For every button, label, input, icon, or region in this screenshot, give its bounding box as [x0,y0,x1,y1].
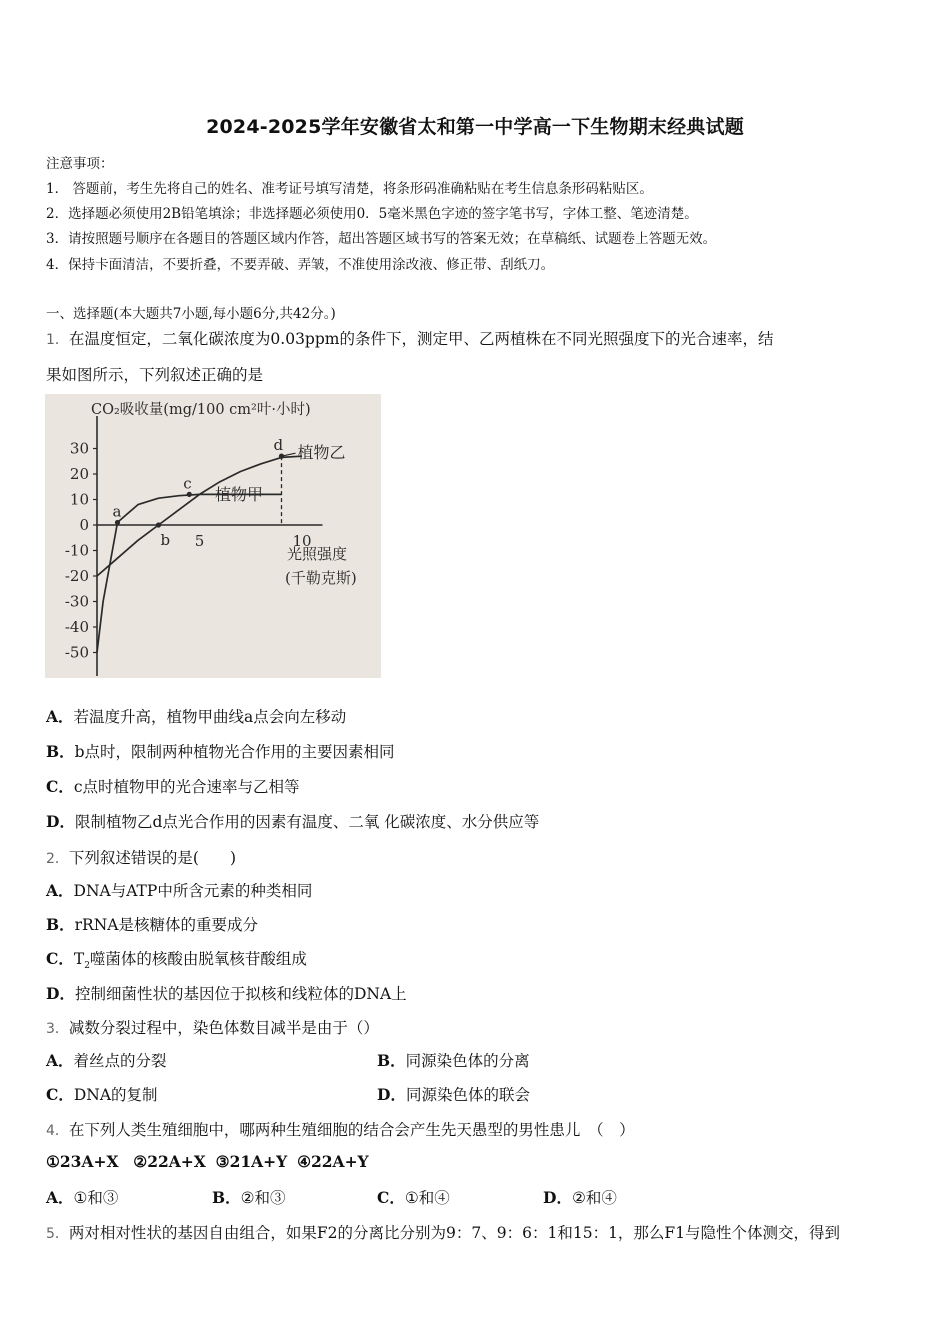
option-text: 限制植物乙d点光合作用的因素有温度、二氧 化碳浓度、水分供应等 [74,813,540,831]
question-text: 减数分裂过程中，染色体数目减半是由于（） [68,1019,379,1037]
option-label: D． [377,1085,406,1104]
y-tick-label: -40 [64,618,89,636]
option-text: rRNA是核糖体的重要成分 [74,916,258,934]
y-axis-title: CO₂吸收量(mg/100 cm²叶·小时) [91,402,311,418]
option-text: 噬菌体的核酸由脱氧核苷酸组成 [89,950,307,968]
q3-option-a[interactable] [46,1049,167,1071]
co2-absorption-chart [45,394,381,678]
option-label: D． [46,984,75,1003]
y-tick-label: -50 [64,643,89,662]
option-label: A． [46,1188,74,1207]
q2-option-c[interactable] [46,947,307,971]
option-text: ①和④ [404,1189,450,1207]
option-text: ②和④ [571,1189,617,1207]
page-title: 2024-2025学年安徽省太和第一中学高一下生物期末经典试题 [206,116,744,138]
y-tick-label: -20 [64,567,89,585]
option-label: C． [46,777,74,796]
option-label: A． [46,881,74,900]
subscript: 2 [84,961,90,972]
chart-svg [45,394,381,678]
question-5 [46,1221,840,1243]
gamete-item: ④22A+Y [297,1152,369,1171]
series-line-plant-yi [97,456,302,576]
q3-option-d[interactable] [377,1083,530,1105]
notice-item: 3．请按照题号顺序在各题目的答题区域内作答，超出答题区域书写的答案无效；在草稿纸、试题卷上答题无效。 [46,231,717,247]
series-line-plant-jia [97,494,282,652]
option-text: 若温度升高，植物甲曲线a点会向左移动 [73,708,347,726]
series-label-plant-jia: 植物甲 [215,485,264,504]
q4-option-c[interactable] [377,1186,450,1208]
option-text: DNA的复制 [73,1086,158,1104]
question-number: 1． [46,332,69,348]
y-tick-label: 0 [79,516,89,534]
question-4 [46,1118,635,1140]
q4-option-a[interactable] [46,1186,118,1208]
x-tick-label: 10 [292,532,312,550]
question-number: 5． [46,1226,69,1242]
y-tick-label: 30 [69,439,89,458]
q1-option-d[interactable] [46,810,539,832]
question-text: 两对相对性状的基因自由组合，如果F2的分离比分别为9：7、9：6：1和15：1，那么F1与隐性个体测交，得到 [68,1224,841,1242]
option-text: ②和③ [240,1189,286,1207]
gamete-item: ②22A+X [133,1152,206,1171]
x-tick-label: 5 [194,532,205,550]
y-tick-label: -10 [64,541,89,560]
option-label: C． [46,1085,74,1104]
y-tick-label: 20 [69,465,89,483]
q1-option-c[interactable] [46,775,300,797]
q3-option-c[interactable] [46,1083,158,1105]
q2-option-b[interactable] [46,913,258,935]
x-axis-title: 光照强度 [287,545,348,563]
q3-option-b[interactable] [377,1049,530,1071]
option-label: B． [212,1188,241,1207]
option-text: DNA与ATP中所含元素的种类相同 [73,882,313,900]
point-label-b: b [160,531,171,549]
gamete-item: ③21A+Y [215,1152,288,1171]
option-text: b点时，限制两种植物光合作用的主要因素相同 [74,743,395,761]
option-text: 控制细菌性状的基因位于拟核和线粒体的DNA上 [74,985,407,1003]
question-text: 在下列人类生殖细胞中，哪两种生殖细胞的结合会产生先天愚型的男性患儿 （ ） [68,1121,635,1139]
question-text: 在温度恒定，二氧化碳浓度为0.03ppm的条件下，测定甲、乙两植株在不同光照强度下的光合速率，结 [68,330,774,348]
option-text: c点时植物甲的光合速率与乙相等 [73,778,300,796]
option-label: B． [46,915,75,934]
question-number: 4． [46,1123,69,1139]
question-1-cont: 果如图所示，下列叙述正确的是 [46,366,264,384]
option-label: B． [377,1051,406,1070]
notice-item: 4．保持卡面清洁，不要折叠，不要弄破、弄皱，不准使用涂改液、修正带、刮纸刀。 [46,257,555,273]
option-text: ①和③ [73,1189,119,1207]
question-1 [46,327,773,349]
section-heading: 一、选择题(本大题共7小题,每小题6分,共42分。) [46,306,336,322]
question-3 [46,1016,379,1038]
q1-option-a[interactable] [46,705,346,727]
q2-option-d[interactable] [46,982,407,1004]
option-label: B． [46,742,75,761]
q4-items [46,1152,369,1171]
option-label: A． [46,707,74,726]
question-text: 下列叙述错误的是( ) [68,849,237,867]
q1-option-b[interactable] [46,740,395,762]
option-label: A． [46,1051,74,1070]
question-number: 3． [46,1021,69,1037]
option-text: 着丝点的分裂 [73,1052,167,1070]
option-text: T [73,950,85,968]
y-tick-label: -30 [64,592,89,611]
question-number: 2． [46,851,69,867]
q4-option-b[interactable] [212,1186,286,1208]
option-text: 同源染色体的联会 [405,1086,530,1104]
notice-heading: 注意事项： [46,156,114,172]
option-text: 同源染色体的分离 [405,1052,530,1070]
y-tick-label: 10 [69,490,89,509]
option-label: D． [543,1188,572,1207]
point-label-c: c [183,474,192,493]
series-label-plant-yi: 植物乙 [297,443,346,463]
point-label-d: d [273,436,284,455]
point-a [115,520,120,525]
gamete-item: ①23A+X [46,1152,119,1171]
point-label-a: a [112,502,122,521]
x-axis-unit: (千勒克斯) [285,569,357,587]
q4-option-d[interactable] [543,1186,617,1208]
q2-option-a[interactable] [46,879,312,901]
notice-item: 2．选择题必须使用2B铅笔填涂；非选择题必须使用0．5毫米黑色字迹的签字笔书写，字体工整、笔迹清楚。 [46,206,698,222]
notice-item: 1． 答题前，考生先将自己的姓名、准考证号填写清楚，将条形码准确粘贴在考生信息条形码粘贴区。 [46,181,653,197]
option-label: C． [46,949,74,968]
question-2 [46,846,236,868]
point-b [156,522,161,527]
option-label: D． [46,812,75,831]
option-label: C． [377,1188,405,1207]
point-c [187,492,192,497]
